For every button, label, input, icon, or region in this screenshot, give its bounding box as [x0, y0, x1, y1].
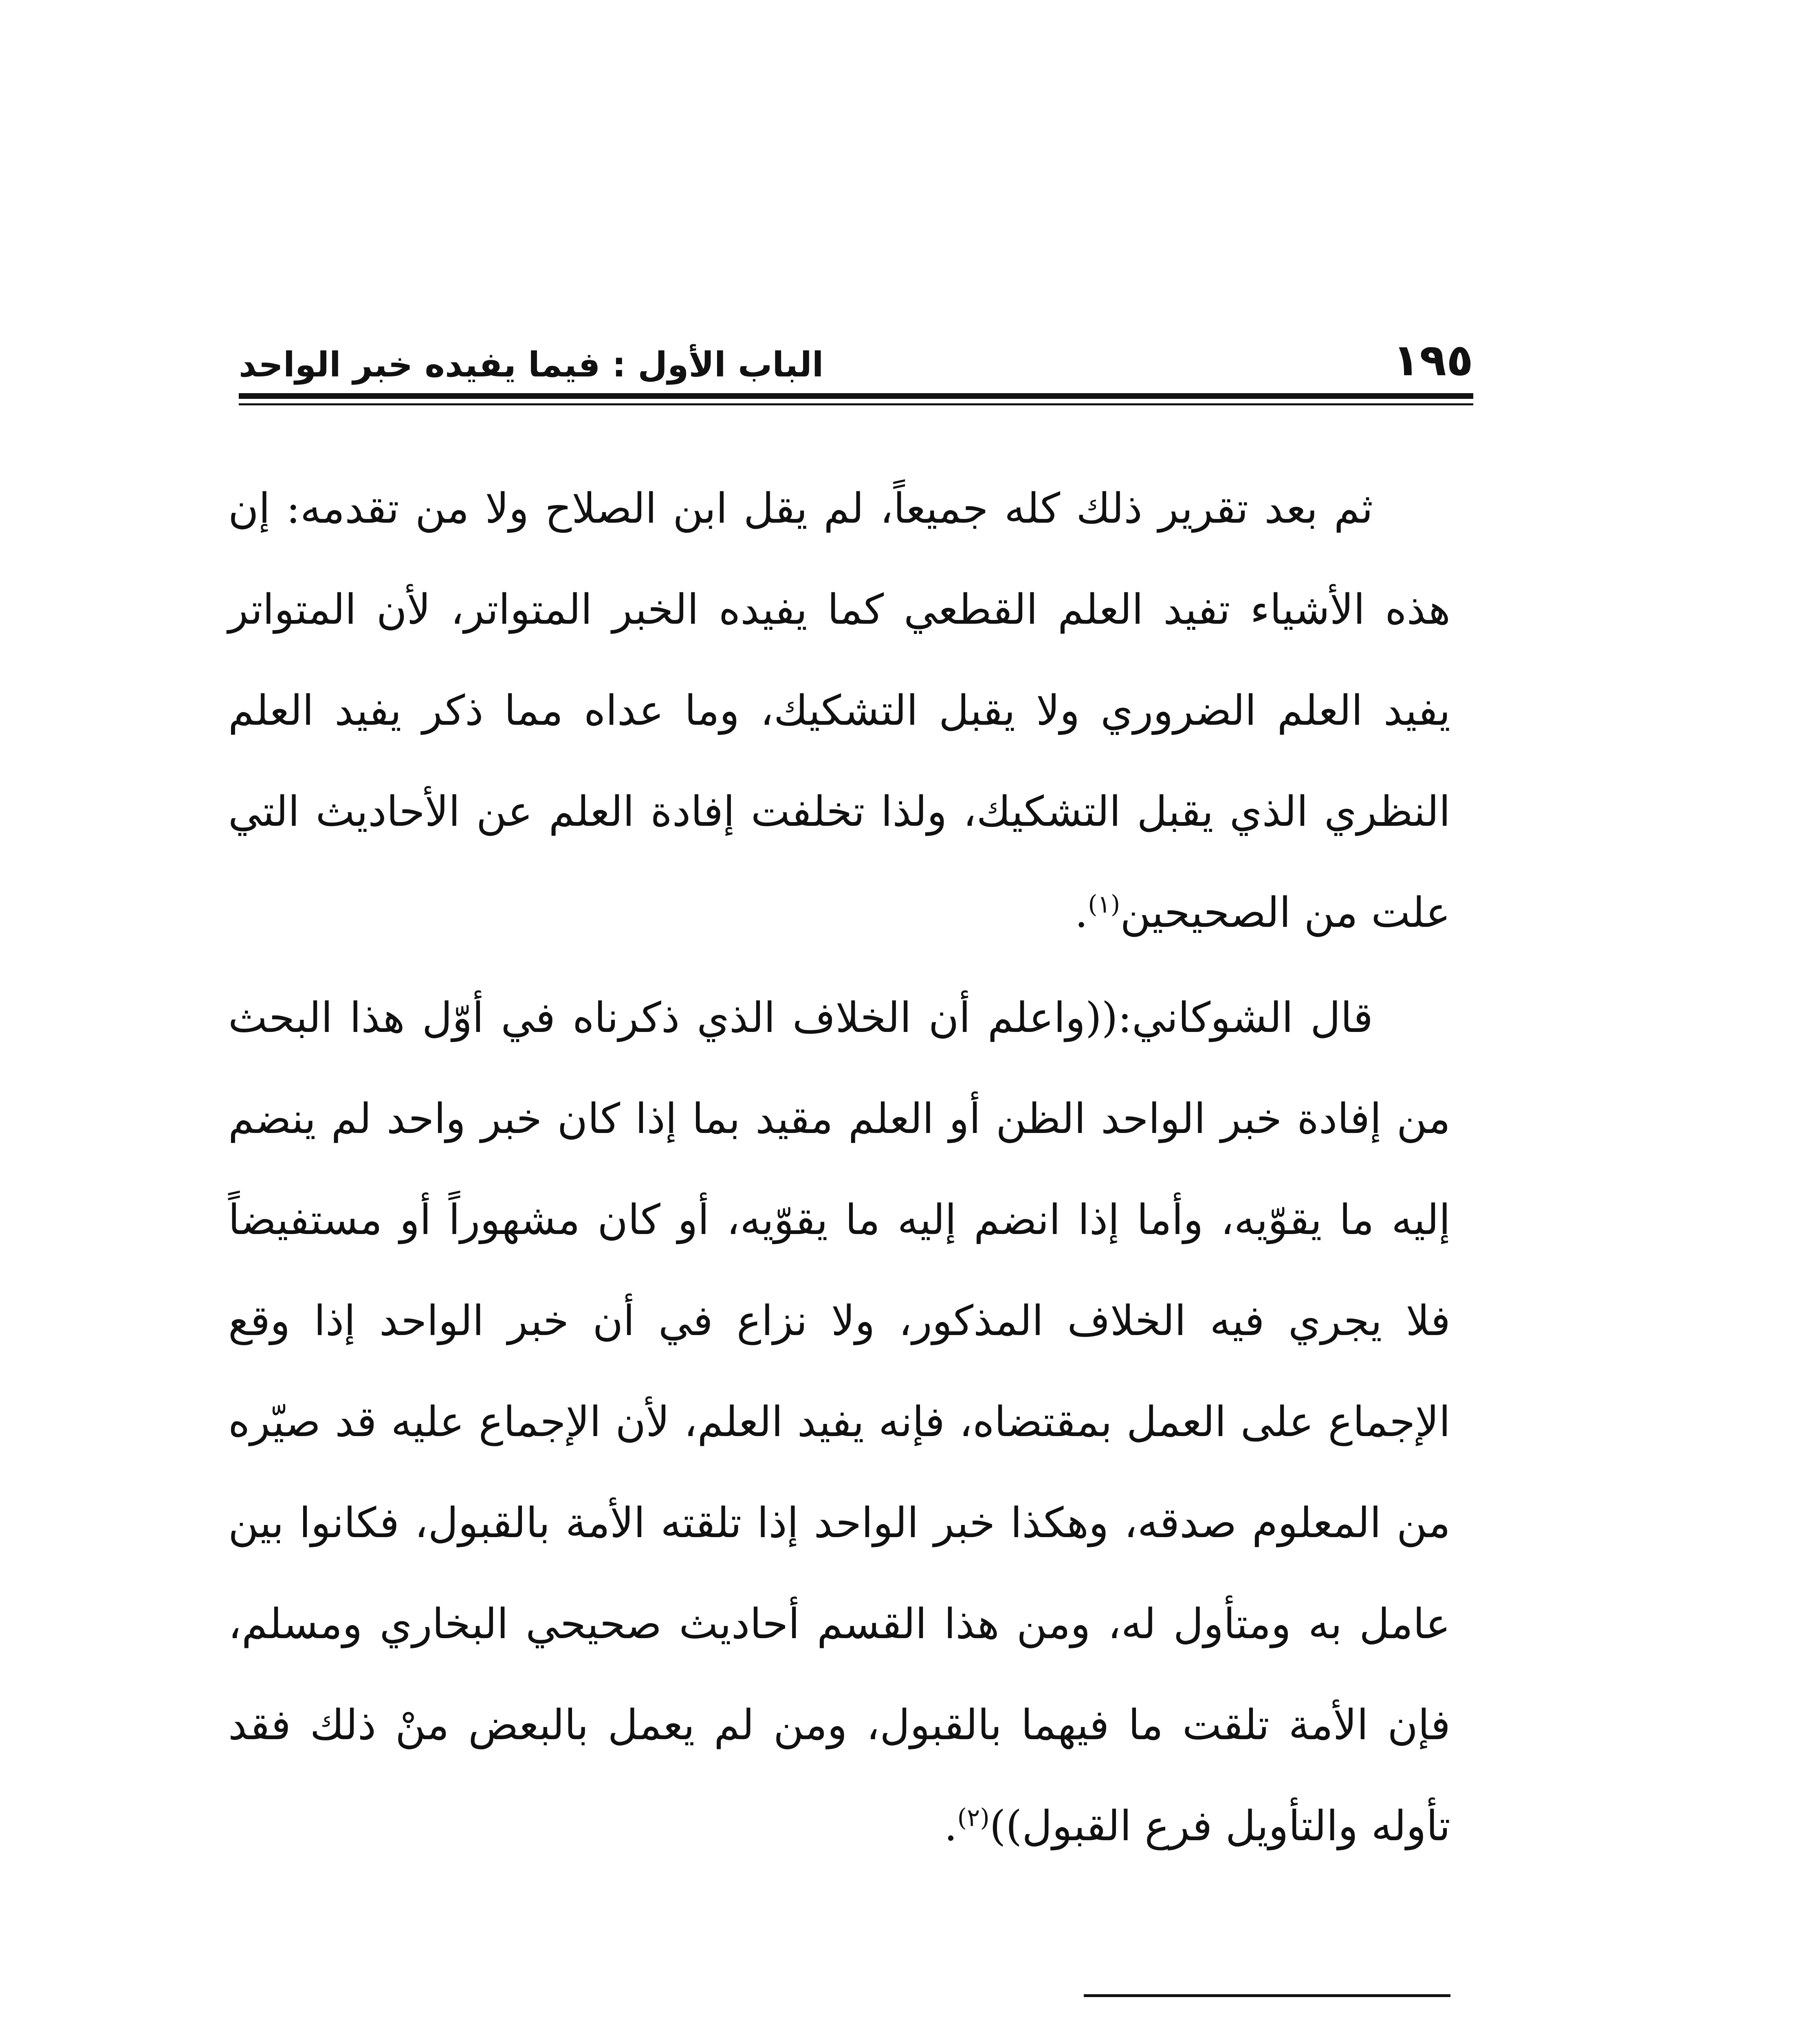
- paragraph: [228, 458, 1450, 964]
- header-rule-thin: [239, 403, 1473, 405]
- body-text: [228, 458, 1450, 1877]
- running-header: [239, 326, 1473, 399]
- footnote-ref[interactable]: (٢): [957, 1804, 990, 1832]
- chapter-title: الباب الأول : فيما يفيده خبر الواحد: [239, 345, 824, 385]
- header-rule-thick: [239, 393, 1473, 399]
- paragraph-text: ثم بعد تقرير ذلك كله جميعاً، لم يقل ابن الصلاح ولا من تقدمه: إن هذه الأشياء تفيد العلم القطعي كما يفيده الخبر المتواتر، لأن المتواتر يفيد العلم الضروري ولا يقبل التشكيك، وما عداه مما ذكر يفيد العلم النظري الذي يقبل التشكيك، ولذا تخلفت إفادة العلم عن الأحاديث التي علت من الصحيحين: [228, 484, 1450, 937]
- paragraph-end: .: [1074, 889, 1088, 937]
- paragraph: [228, 968, 1450, 1877]
- footnote-separator: [1084, 1994, 1450, 1997]
- paragraph-end: .: [944, 1802, 957, 1850]
- paragraph-text: قال الشوكاني:((واعلم أن الخلاف الذي ذكرناه في أوّل هذا البحث من إفادة خبر الواحد الظن أو العلم مقيد بما إذا كان خبر واحد لم ينضم إليه ما يقوّيه، وأما إذا انضم إليه ما يقوّيه، أو كان مشهوراً أو مستفيضاً فلا يجري فيه الخلاف المذكور، ولا نزاع في أن خبر الواحد إذا وقع الإجماع على العمل بمقتضاه، فإنه يفيد العلم، لأن الإجماع عليه قد صيّره من المعلوم صدقه، وهكذا خبر الواحد إذا تلقته الأمة بالقبول، فكانوا بين عامل به ومتأول له، ومن هذا القسم أحاديث صحيحي البخاري ومسلم، فإن الأمة تلقت ما فيهما بالقبول، ومن لم يعمل بالبعض منْ ذلك فقد تأوله والتأويل فرع القبول)): [228, 994, 1450, 1850]
- footnote-ref[interactable]: (١): [1088, 890, 1120, 919]
- page-number: ١٩٥: [1393, 335, 1473, 386]
